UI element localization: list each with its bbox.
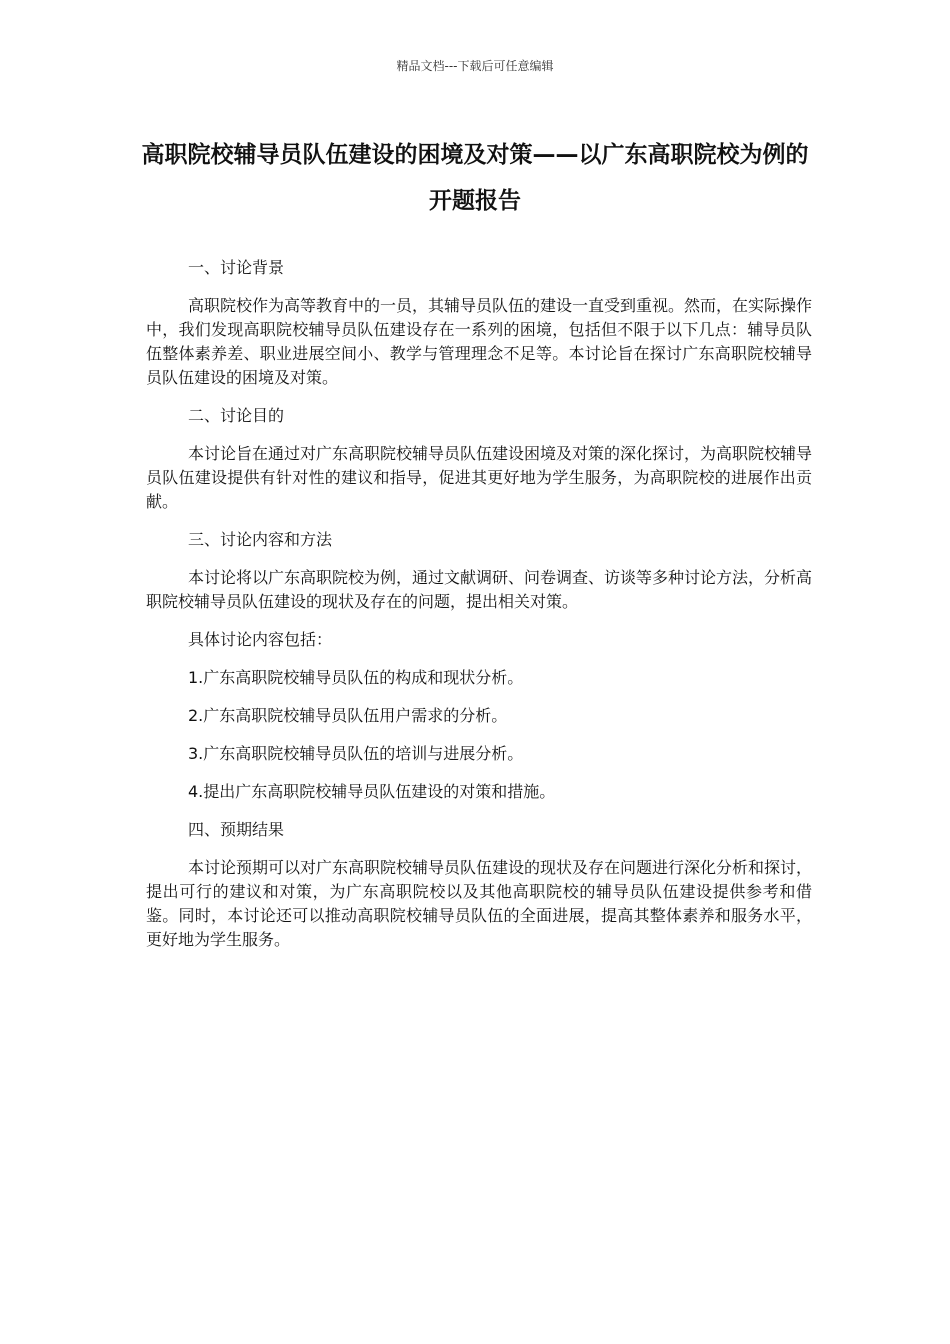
methods-paragraph: 本讨论将以广东高职院校为例，通过文献调研、问卷调查、访谈等多种讨论方法，分析高职院校辅导员队伍建设的现状及存在的问题，提出相关对策。 [146,568,813,611]
section-heading-purpose: 二、讨论目的 [188,406,285,425]
section-heading-content-methods: 三、讨论内容和方法 [188,530,333,549]
section-heading-expected-results: 四、预期结果 [188,820,285,839]
expected-results-paragraph: 本讨论预期可以对广东高职院校辅导员队伍建设的现状及存在问题进行深化分析和探讨，提出可行的建议和对策，为广东高职院校以及其他高职院校的辅导员队伍建设提供参考和借鉴。同时，本讨论还可以推动高职院校辅导员队伍的全面进展，提高其整体素养和服务水平，更好地为学生服务。 [146,858,813,949]
background-paragraph: 高职院校作为高等教育中的一员，其辅导员队伍的建设一直受到重视。然而，在实际操作中，我们发现高职院校辅导员队伍建设存在一系列的困境，包括但不限于以下几点：辅导员队伍整体素养差、职业进展空间小、教学与管理理念不足等。本讨论旨在探讨广东高职院校辅导员队伍建设的困境及对策。 [146,296,813,387]
content-list-item: 4.提出广东高职院校辅导员队伍建设的对策和措施。 [188,782,556,801]
document-body [146,256,812,966]
content-list-item: 1.广东高职院校辅导员队伍的构成和现状分析。 [188,668,524,687]
content-intro-paragraph: 具体讨论内容包括： [188,630,333,649]
page-header: 精品文档---下载后可任意编辑 [396,59,554,73]
content-list-item: 2.广东高职院校辅导员队伍用户需求的分析。 [188,706,508,725]
purpose-paragraph: 本讨论旨在通过对广东高职院校辅导员队伍建设困境及对策的深化探讨，为高职院校辅导员队伍建设提供有针对性的建议和指导，促进其更好地为学生服务，为高职院校的进展作出贡献。 [146,444,813,511]
content-list-item: 3.广东高职院校辅导员队伍的培训与进展分析。 [188,744,524,763]
document-title: 高职院校辅导员队伍建设的困境及对策——以广东高职院校为例的开题报告 [141,142,809,214]
section-heading-background: 一、讨论背景 [188,258,285,277]
